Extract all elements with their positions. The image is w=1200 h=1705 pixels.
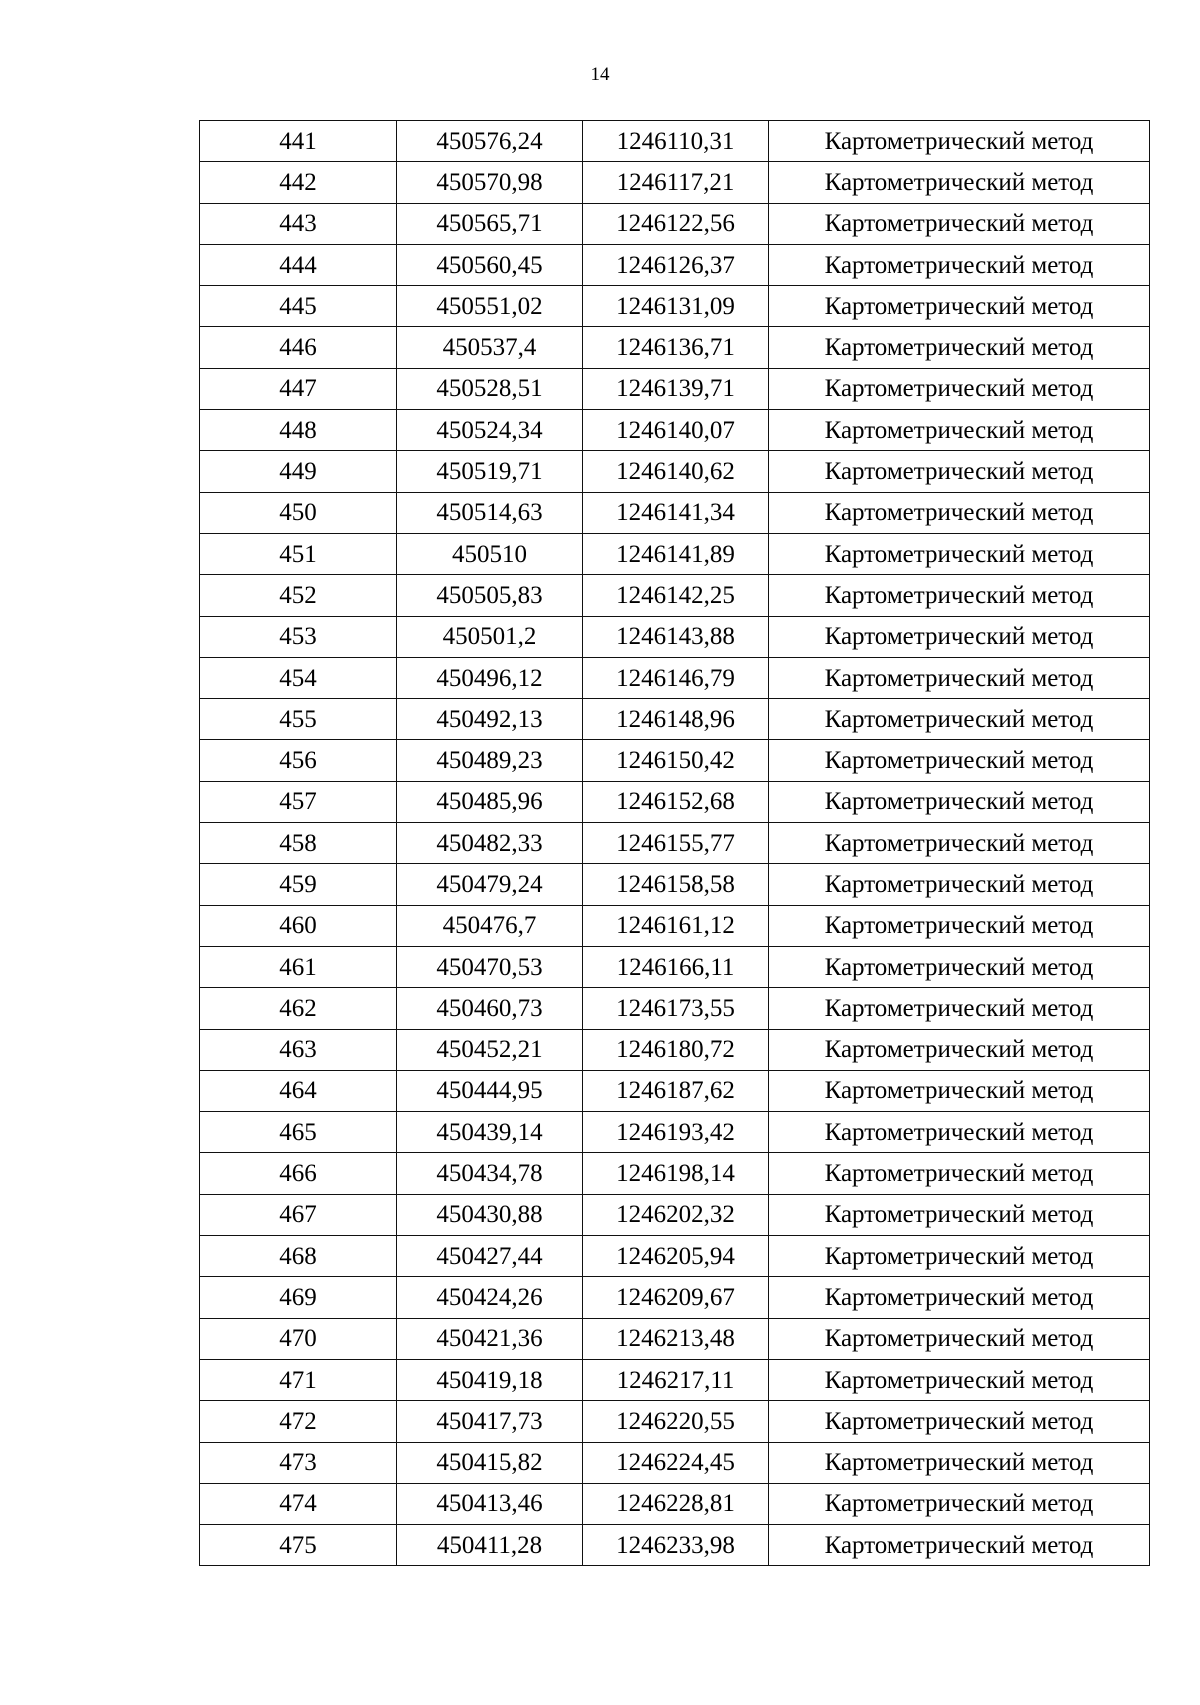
x-coordinate-cell: 450413,46 [397, 1483, 583, 1524]
x-coordinate-cell: 450510 [397, 533, 583, 574]
point-number-cell: 465 [200, 1112, 397, 1153]
x-coordinate-cell: 450424,26 [397, 1277, 583, 1318]
point-number-cell: 445 [200, 286, 397, 327]
x-coordinate-cell: 450524,34 [397, 410, 583, 451]
y-coordinate-cell: 1246140,62 [583, 451, 769, 492]
x-coordinate-cell: 450470,53 [397, 946, 583, 987]
x-coordinate-cell: 450551,02 [397, 286, 583, 327]
table-row [200, 1194, 1150, 1235]
method-cell: Картометрический метод [769, 203, 1150, 244]
x-coordinate-cell: 450439,14 [397, 1112, 583, 1153]
table-row [200, 533, 1150, 574]
x-coordinate-cell: 450482,33 [397, 823, 583, 864]
point-number-cell: 460 [200, 905, 397, 946]
y-coordinate-cell: 1246139,71 [583, 368, 769, 409]
y-coordinate-cell: 1246146,79 [583, 657, 769, 698]
point-number-cell: 464 [200, 1070, 397, 1111]
table-row [200, 1277, 1150, 1318]
table-row [200, 368, 1150, 409]
table-row [200, 823, 1150, 864]
y-coordinate-cell: 1246228,81 [583, 1483, 769, 1524]
method-cell: Картометрический метод [769, 492, 1150, 533]
table-body [200, 121, 1150, 1566]
x-coordinate-cell: 450476,7 [397, 905, 583, 946]
table-row [200, 286, 1150, 327]
point-number-cell: 450 [200, 492, 397, 533]
method-cell: Картометрический метод [769, 823, 1150, 864]
x-coordinate-cell: 450570,98 [397, 162, 583, 203]
table-row [200, 575, 1150, 616]
table-row [200, 1029, 1150, 1070]
method-cell: Картометрический метод [769, 451, 1150, 492]
method-cell: Картометрический метод [769, 1359, 1150, 1400]
x-coordinate-cell: 450430,88 [397, 1194, 583, 1235]
point-number-cell: 452 [200, 575, 397, 616]
table-row [200, 781, 1150, 822]
x-coordinate-cell: 450444,95 [397, 1070, 583, 1111]
table-row [200, 1070, 1150, 1111]
table-row [200, 1153, 1150, 1194]
x-coordinate-cell: 450505,83 [397, 575, 583, 616]
y-coordinate-cell: 1246209,67 [583, 1277, 769, 1318]
table-row [200, 1112, 1150, 1153]
x-coordinate-cell: 450415,82 [397, 1442, 583, 1483]
method-cell: Картометрический метод [769, 946, 1150, 987]
y-coordinate-cell: 1246224,45 [583, 1442, 769, 1483]
y-coordinate-cell: 1246213,48 [583, 1318, 769, 1359]
point-number-cell: 458 [200, 823, 397, 864]
method-cell: Картометрический метод [769, 905, 1150, 946]
x-coordinate-cell: 450421,36 [397, 1318, 583, 1359]
coordinates-table-container [199, 120, 1149, 1566]
point-number-cell: 453 [200, 616, 397, 657]
method-cell: Картометрический метод [769, 244, 1150, 285]
table-row [200, 410, 1150, 451]
x-coordinate-cell: 450501,2 [397, 616, 583, 657]
x-coordinate-cell: 450452,21 [397, 1029, 583, 1070]
coordinates-table [199, 120, 1150, 1566]
point-number-cell: 456 [200, 740, 397, 781]
table-row [200, 864, 1150, 905]
x-coordinate-cell: 450427,44 [397, 1236, 583, 1277]
y-coordinate-cell: 1246141,89 [583, 533, 769, 574]
x-coordinate-cell: 450537,4 [397, 327, 583, 368]
page-number: 14 [590, 64, 610, 85]
point-number-cell: 462 [200, 988, 397, 1029]
method-cell: Картометрический метод [769, 1112, 1150, 1153]
table-row [200, 616, 1150, 657]
table-row [200, 162, 1150, 203]
point-number-cell: 457 [200, 781, 397, 822]
method-cell: Картометрический метод [769, 781, 1150, 822]
method-cell: Картометрический метод [769, 1194, 1150, 1235]
y-coordinate-cell: 1246142,25 [583, 575, 769, 616]
table-row [200, 1525, 1150, 1566]
y-coordinate-cell: 1246202,32 [583, 1194, 769, 1235]
x-coordinate-cell: 450417,73 [397, 1401, 583, 1442]
table-row [200, 327, 1150, 368]
table-row [200, 1236, 1150, 1277]
method-cell: Картометрический метод [769, 1442, 1150, 1483]
method-cell: Картометрический метод [769, 699, 1150, 740]
point-number-cell: 471 [200, 1359, 397, 1400]
y-coordinate-cell: 1246152,68 [583, 781, 769, 822]
point-number-cell: 442 [200, 162, 397, 203]
y-coordinate-cell: 1246220,55 [583, 1401, 769, 1442]
method-cell: Картометрический метод [769, 1483, 1150, 1524]
point-number-cell: 467 [200, 1194, 397, 1235]
x-coordinate-cell: 450489,23 [397, 740, 583, 781]
method-cell: Картометрический метод [769, 616, 1150, 657]
point-number-cell: 448 [200, 410, 397, 451]
table-row [200, 1442, 1150, 1483]
x-coordinate-cell: 450485,96 [397, 781, 583, 822]
point-number-cell: 463 [200, 1029, 397, 1070]
table-row [200, 988, 1150, 1029]
y-coordinate-cell: 1246187,62 [583, 1070, 769, 1111]
x-coordinate-cell: 450519,71 [397, 451, 583, 492]
point-number-cell: 455 [200, 699, 397, 740]
point-number-cell: 473 [200, 1442, 397, 1483]
x-coordinate-cell: 450419,18 [397, 1359, 583, 1400]
x-coordinate-cell: 450460,73 [397, 988, 583, 1029]
table-row [200, 121, 1150, 162]
method-cell: Картометрический метод [769, 368, 1150, 409]
y-coordinate-cell: 1246126,37 [583, 244, 769, 285]
point-number-cell: 472 [200, 1401, 397, 1442]
method-cell: Картометрический метод [769, 657, 1150, 698]
point-number-cell: 441 [200, 121, 397, 162]
method-cell: Картометрический метод [769, 1277, 1150, 1318]
y-coordinate-cell: 1246233,98 [583, 1525, 769, 1566]
y-coordinate-cell: 1246122,56 [583, 203, 769, 244]
point-number-cell: 444 [200, 244, 397, 285]
table-row [200, 451, 1150, 492]
table-row [200, 244, 1150, 285]
point-number-cell: 474 [200, 1483, 397, 1524]
point-number-cell: 470 [200, 1318, 397, 1359]
y-coordinate-cell: 1246217,11 [583, 1359, 769, 1400]
table-row [200, 1318, 1150, 1359]
y-coordinate-cell: 1246161,12 [583, 905, 769, 946]
method-cell: Картометрический метод [769, 1401, 1150, 1442]
x-coordinate-cell: 450411,28 [397, 1525, 583, 1566]
method-cell: Картометрический метод [769, 533, 1150, 574]
x-coordinate-cell: 450560,45 [397, 244, 583, 285]
point-number-cell: 446 [200, 327, 397, 368]
y-coordinate-cell: 1246131,09 [583, 286, 769, 327]
point-number-cell: 459 [200, 864, 397, 905]
y-coordinate-cell: 1246193,42 [583, 1112, 769, 1153]
x-coordinate-cell: 450479,24 [397, 864, 583, 905]
point-number-cell: 443 [200, 203, 397, 244]
table-row [200, 203, 1150, 244]
point-number-cell: 454 [200, 657, 397, 698]
method-cell: Картометрический метод [769, 410, 1150, 451]
table-row [200, 1483, 1150, 1524]
y-coordinate-cell: 1246166,11 [583, 946, 769, 987]
y-coordinate-cell: 1246110,31 [583, 121, 769, 162]
table-row [200, 492, 1150, 533]
y-coordinate-cell: 1246205,94 [583, 1236, 769, 1277]
y-coordinate-cell: 1246180,72 [583, 1029, 769, 1070]
method-cell: Картометрический метод [769, 1029, 1150, 1070]
point-number-cell: 451 [200, 533, 397, 574]
point-number-cell: 461 [200, 946, 397, 987]
point-number-cell: 449 [200, 451, 397, 492]
x-coordinate-cell: 450528,51 [397, 368, 583, 409]
method-cell: Картометрический метод [769, 575, 1150, 616]
x-coordinate-cell: 450434,78 [397, 1153, 583, 1194]
x-coordinate-cell: 450576,24 [397, 121, 583, 162]
method-cell: Картометрический метод [769, 327, 1150, 368]
table-row [200, 1359, 1150, 1400]
method-cell: Картометрический метод [769, 1236, 1150, 1277]
table-row [200, 905, 1150, 946]
y-coordinate-cell: 1246155,77 [583, 823, 769, 864]
x-coordinate-cell: 450492,13 [397, 699, 583, 740]
table-row [200, 699, 1150, 740]
method-cell: Картометрический метод [769, 988, 1150, 1029]
y-coordinate-cell: 1246136,71 [583, 327, 769, 368]
y-coordinate-cell: 1246150,42 [583, 740, 769, 781]
y-coordinate-cell: 1246198,14 [583, 1153, 769, 1194]
table-row [200, 657, 1150, 698]
method-cell: Картометрический метод [769, 740, 1150, 781]
y-coordinate-cell: 1246140,07 [583, 410, 769, 451]
point-number-cell: 466 [200, 1153, 397, 1194]
method-cell: Картометрический метод [769, 1153, 1150, 1194]
method-cell: Картометрический метод [769, 121, 1150, 162]
table-row [200, 946, 1150, 987]
point-number-cell: 469 [200, 1277, 397, 1318]
method-cell: Картометрический метод [769, 864, 1150, 905]
method-cell: Картометрический метод [769, 1525, 1150, 1566]
table-row [200, 1401, 1150, 1442]
y-coordinate-cell: 1246148,96 [583, 699, 769, 740]
x-coordinate-cell: 450496,12 [397, 657, 583, 698]
y-coordinate-cell: 1246173,55 [583, 988, 769, 1029]
x-coordinate-cell: 450514,63 [397, 492, 583, 533]
table-row [200, 740, 1150, 781]
x-coordinate-cell: 450565,71 [397, 203, 583, 244]
method-cell: Картометрический метод [769, 162, 1150, 203]
point-number-cell: 447 [200, 368, 397, 409]
y-coordinate-cell: 1246141,34 [583, 492, 769, 533]
y-coordinate-cell: 1246158,58 [583, 864, 769, 905]
y-coordinate-cell: 1246117,21 [583, 162, 769, 203]
y-coordinate-cell: 1246143,88 [583, 616, 769, 657]
point-number-cell: 475 [200, 1525, 397, 1566]
method-cell: Картометрический метод [769, 1318, 1150, 1359]
method-cell: Картометрический метод [769, 1070, 1150, 1111]
point-number-cell: 468 [200, 1236, 397, 1277]
method-cell: Картометрический метод [769, 286, 1150, 327]
